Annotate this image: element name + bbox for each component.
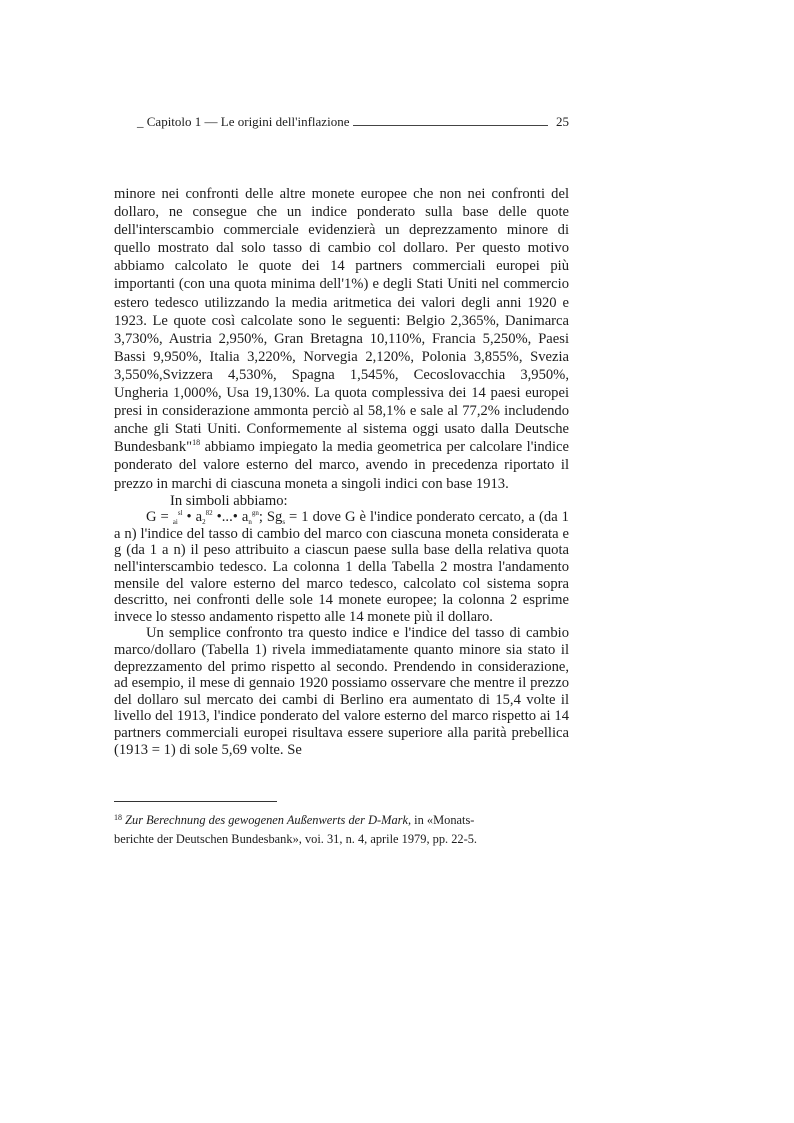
formula-sup-1: sl	[177, 509, 183, 518]
paragraph-1	[114, 185, 569, 493]
formula-paragraph	[114, 509, 569, 625]
symbols-intro: In simboli abbiamo:	[170, 492, 288, 509]
paragraph-1-tail: abbiamo impiegato la media geometrica per calcolare l'indice ponderato del valore esterno del marco, avendo in precedenza riportato il prezzo in marchi di ciascuna moneta a singoli indici con base 1913.	[114, 439, 569, 492]
footnote-number: 18	[114, 813, 122, 822]
chapter-title: Capitolo 1 — Le origini dell'inflazione	[146, 114, 350, 129]
page-number: 25	[556, 114, 569, 129]
paragraph-2: Un semplice confronto tra questo indice e l'indice del tasso di cambio marco/dollaro (Tabella 1) rivela immediatamente quanto minore sia stato il deprezzamento del primo rispetto al secondo. Prendendo in considerazione, ad esempio, il mese di gennaio 1920 possiamo osservare che mentre il prezzo del dollaro sul mercato dei cambi di Berlino era aumentato di 15,4 volte il livello del 1913, l'indice ponderato del valore esterno del marco rispetto ai 14 partners commerciali europei risultava essere superiore alla parità prebellica (1913 = 1) di sole 5,69 volte. Se	[114, 625, 569, 758]
footnote	[114, 808, 569, 849]
formula-sup-3: gn	[251, 509, 259, 518]
formula-term-2: • a	[182, 509, 203, 526]
body-text	[114, 185, 569, 758]
formula-sub-2: 2	[202, 518, 206, 527]
footnote-separator	[114, 801, 277, 802]
formula-sub-4: s	[282, 518, 286, 527]
formula-lhs: G =	[146, 509, 173, 526]
paragraph-1-text: minore nei confronti delle altre monete europee che non nei confronti del dollaro, ne consegue che un indice ponderato sulla base delle quote dell'interscambio commerciale evidenzierà un deprezzamento minore di quello mostrato dal solo tasso di cambio col dollaro. Per questo motivo abbiamo calcolato le quote dei 14 partners commerciali europei più importanti (con una quota minima dell'1%) e degli Stati Uniti nel commercio estero tedesco utilizzando la media aritmetica dei valori degli anni 1920 e 1923. Le quote così calcolate sono le seguenti: Belgio 2,365%, Danimarca 3,730%, Austria 2,950%, Gran Bretagna 10,110%, Francia 5,250%, Paesi Bassi 9,950%, Italia 3,220%, Norvegia 2,120%, Polonia 3,855%, Svezia 3,550%,Svizzera 4,530%, Spagna 1,545%, Cecoslovacchia 3,950%, Ungheria 1,000%, Usa 19,130%. La quota complessiva dei 14 paesi europei presi in considerazione ammonta perciò al 58,1% e sale al 77,2% includendo anche gli Stati Uniti. Conformemente al sistema oggi usato dalla Deutsche Bundesbank"	[114, 186, 569, 456]
formula-term-n: •...• a	[212, 509, 249, 526]
footnote-source-start: in «Monats-	[411, 813, 475, 827]
formula-sub-1: ai	[172, 518, 178, 527]
footnote-source-end: berichte der Deutschen Bundesbank», voi. 31, n. 4, aprile 1979, pp. 22-5.	[114, 832, 478, 846]
formula-explanation: = 1 dove G è l'indice ponderato cercato, a (da 1 a n) l'indice del tasso di cambio del marco con ciascuna moneta considerata e g (da 1 a n) il peso attribuito a ciascun paese sulla base della relativa quota nell'interscambio tedesco. La colonna 1 della Tabella 2 mostra l'andamento mensile del valore esterno del marco tedesco, calcolato col sistema sopra descritto, nei confronti delle sole 14 monete europee; la colonna 2 esprime invece lo stesso andamento rispetto alle 14 monete più il dollaro.	[114, 509, 569, 625]
footnote-ref: 18	[192, 438, 201, 448]
formula-sub-3: n	[248, 518, 252, 527]
formula-sup-2: 82	[205, 509, 213, 518]
header-rule	[353, 125, 548, 126]
formula-sum: ; Sg	[258, 509, 283, 526]
header-prefix: _	[137, 114, 144, 129]
footnote-title: Zur Berechnung des gewogenen Außenwerts der D-Mark,	[125, 813, 412, 827]
running-header	[137, 114, 569, 130]
